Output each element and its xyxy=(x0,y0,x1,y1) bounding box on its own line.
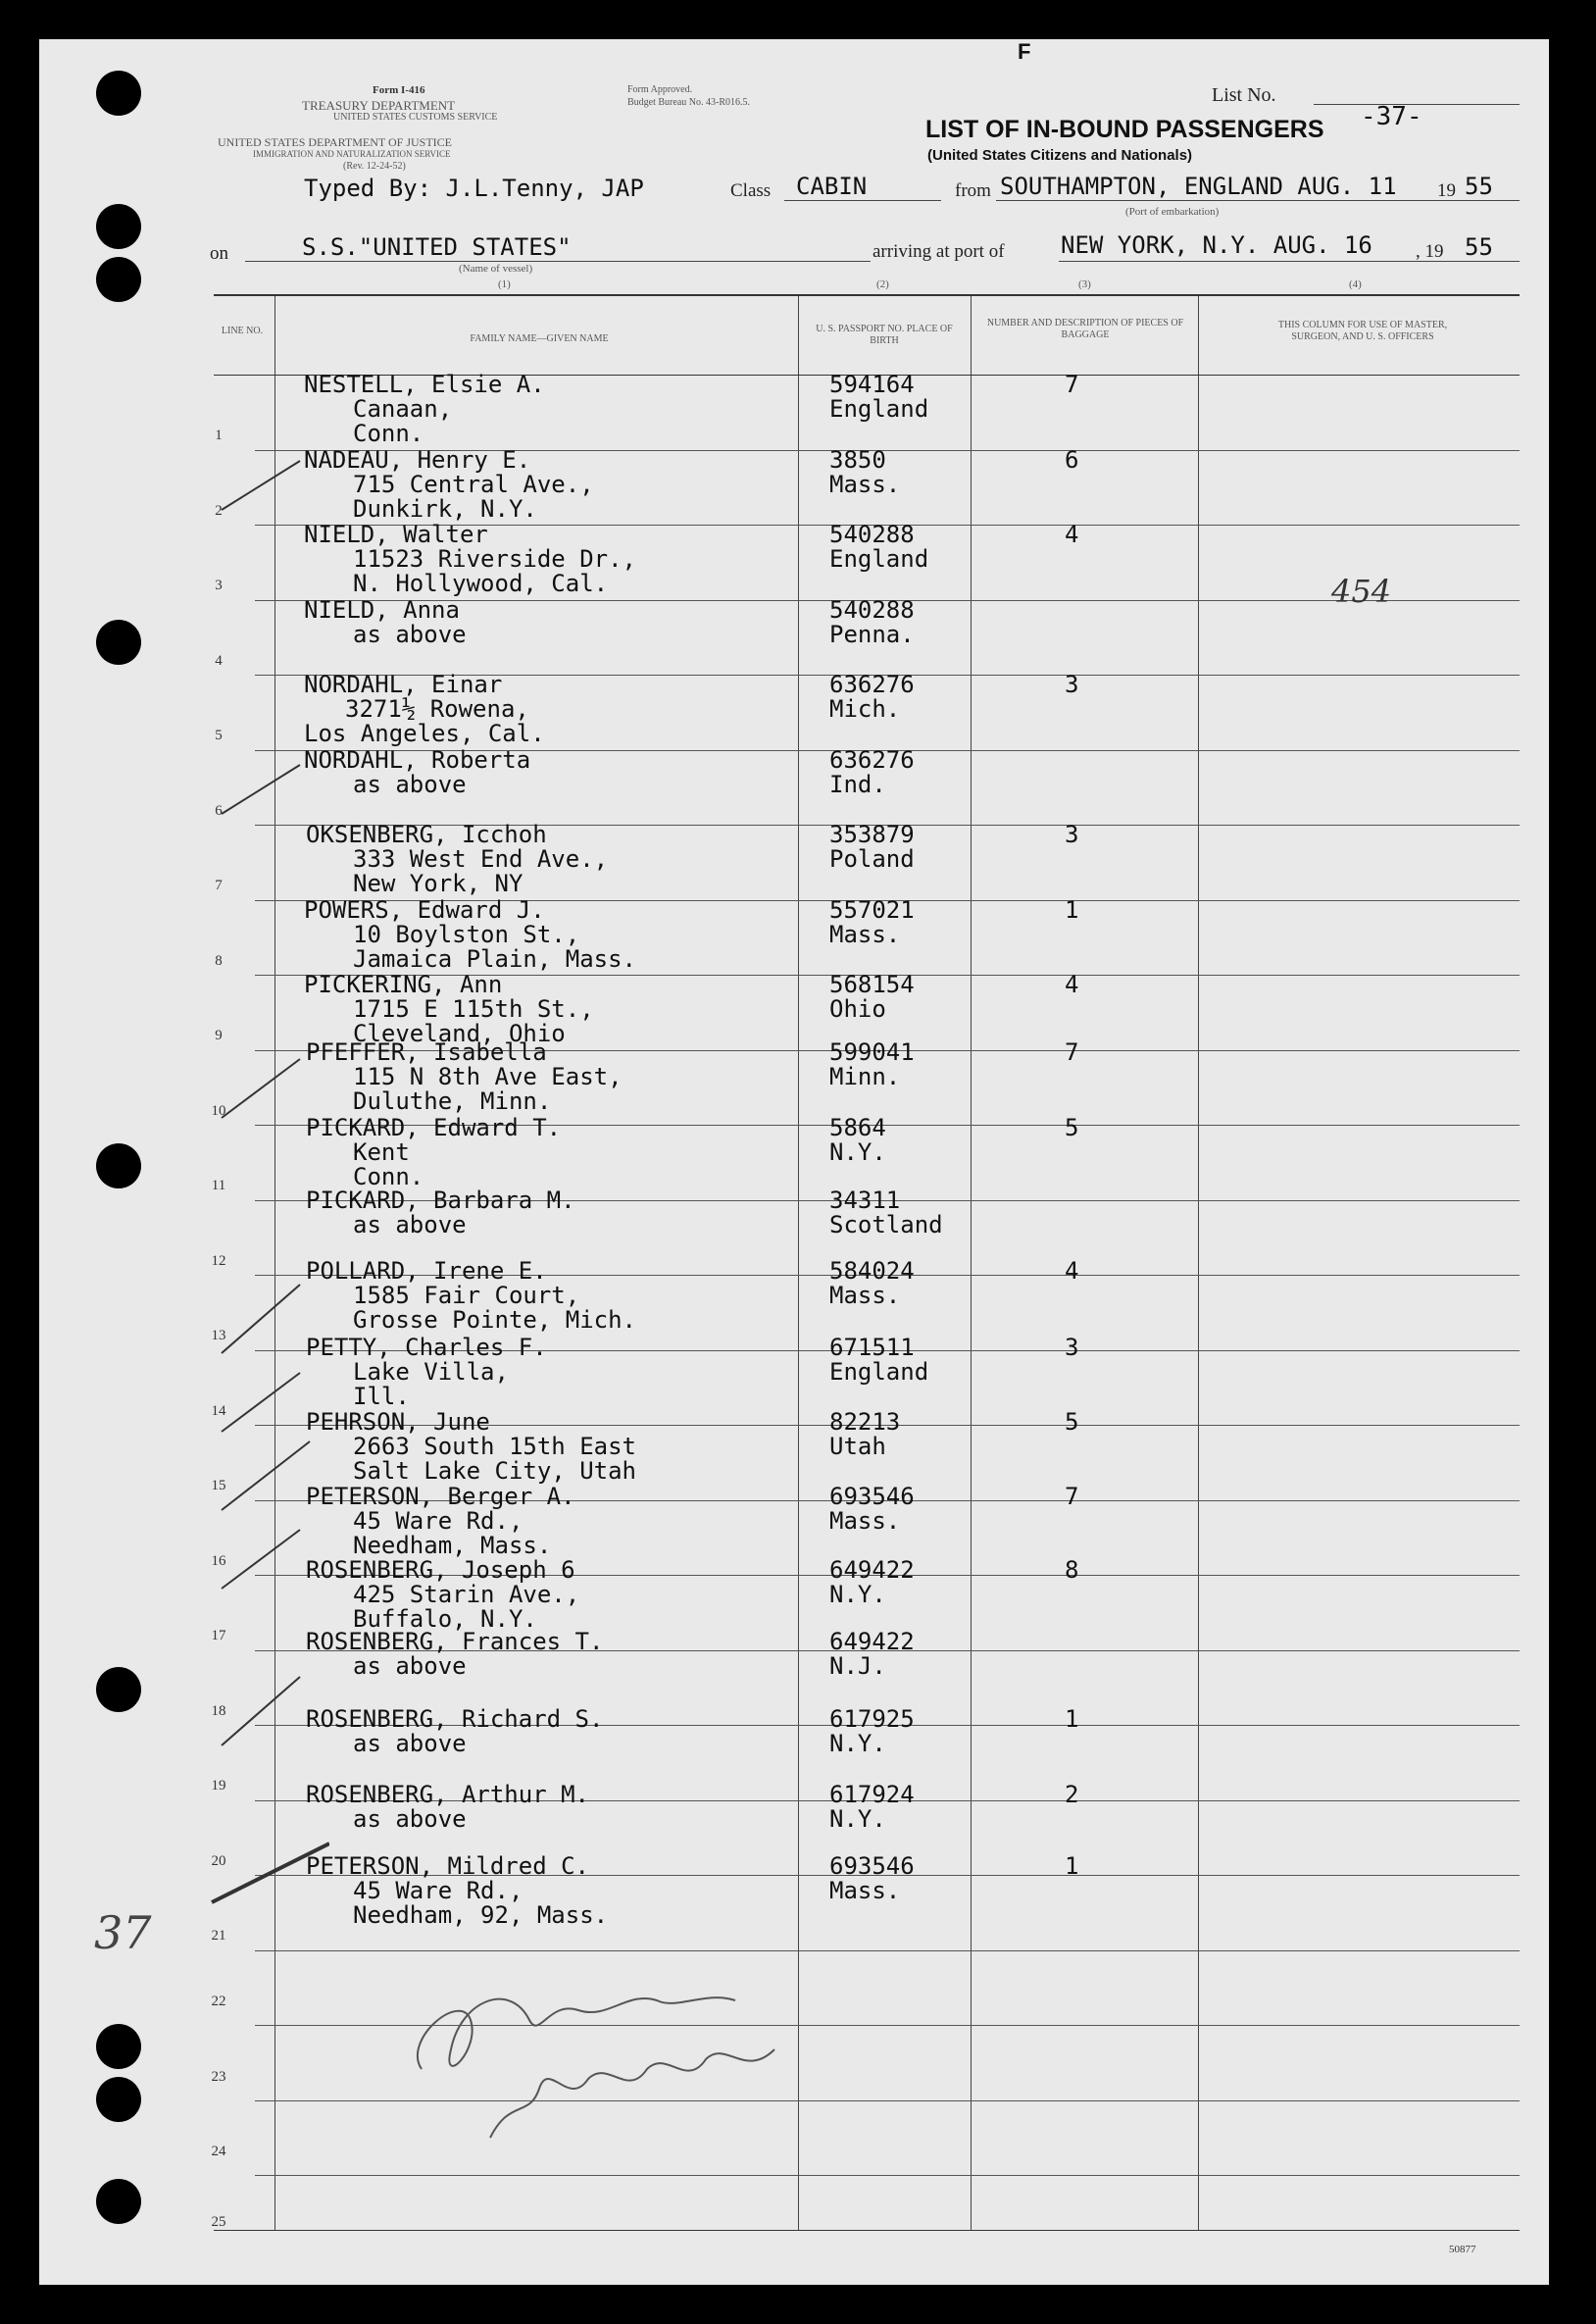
passenger-name: PICKERING, Ann xyxy=(304,971,503,998)
baggage-count: 3 xyxy=(1065,1334,1079,1361)
footer-form-code: 50877 xyxy=(1449,2244,1476,2255)
baggage-count: 4 xyxy=(1065,971,1079,998)
baggage-count: 4 xyxy=(1065,521,1079,548)
passenger-address-line2: Conn. xyxy=(353,420,424,447)
binder-hole xyxy=(96,620,141,665)
binder-hole xyxy=(96,2077,141,2122)
passport-block xyxy=(829,1410,900,1459)
budget-bureau: Budget Bureau No. 43-R016.5. xyxy=(627,97,750,108)
col-num-4: (4) xyxy=(1349,278,1362,290)
passport-block xyxy=(829,748,915,797)
passport-number: 636276 xyxy=(829,671,915,698)
passenger-address-line1: as above xyxy=(353,1211,467,1238)
place-of-birth: N.Y. xyxy=(829,1805,886,1833)
arriving-value: NEW YORK, N.Y. AUG. 16 xyxy=(1061,231,1372,259)
line-number: 12 xyxy=(211,1253,226,1269)
top-mark: F xyxy=(1018,39,1031,64)
baggage-count: 1 xyxy=(1065,896,1079,924)
row-divider xyxy=(255,2175,1520,2176)
binder-hole xyxy=(96,2024,141,2069)
place-of-birth: N.J. xyxy=(829,1652,886,1680)
line-number: 22 xyxy=(211,1994,226,2009)
passenger-name: ROSENBERG, Joseph 6 xyxy=(306,1556,575,1584)
passport-block xyxy=(829,448,900,497)
line-number: 20 xyxy=(211,1853,226,1869)
passport-number: 353879 xyxy=(829,821,915,848)
passenger-name-block xyxy=(304,673,545,746)
passenger-name-block xyxy=(306,1410,636,1484)
class-label: Class xyxy=(730,180,772,201)
col-header-officers: THIS COLUMN FOR USE OF MASTER, SURGEON, AND U. S. OFFICERS xyxy=(1277,320,1448,342)
passenger-name-block xyxy=(304,973,594,1046)
passport-number: 568154 xyxy=(829,971,915,998)
passenger-address-line1: as above xyxy=(353,621,467,648)
place-of-birth: Mich. xyxy=(829,695,901,723)
line-number: 14 xyxy=(211,1403,226,1419)
line-number: 18 xyxy=(211,1703,226,1719)
passenger-name-block xyxy=(306,1630,603,1679)
passenger-name-block xyxy=(306,1783,589,1832)
col-num-3: (3) xyxy=(1078,278,1091,290)
passenger-name: NORDAHL, Roberta xyxy=(304,746,531,774)
passenger-address-line1: 715 Central Ave., xyxy=(353,471,594,498)
passport-number: 540288 xyxy=(829,596,915,624)
passenger-name: PETTY, Charles F. xyxy=(306,1334,547,1361)
form-approved: Form Approved. xyxy=(627,84,693,95)
passenger-address-line2: Conn. xyxy=(353,1163,424,1190)
line-number: 23 xyxy=(211,2069,226,2085)
passport-block xyxy=(829,1485,915,1534)
line-number: 25 xyxy=(211,2214,226,2230)
table-top-rule xyxy=(214,294,1520,296)
passport-block xyxy=(829,373,928,422)
passenger-address-line2: Jamaica Plain, Mass. xyxy=(353,945,636,973)
line-number: 4 xyxy=(215,653,223,669)
class-underline xyxy=(784,200,941,201)
passport-block xyxy=(829,898,915,947)
place-of-birth: Penna. xyxy=(829,621,915,648)
passport-block xyxy=(829,1558,915,1607)
passport-block xyxy=(829,973,915,1022)
baggage-count: 6 xyxy=(1065,446,1079,474)
arriving-label: arriving at port of xyxy=(873,241,1005,262)
baggage-count: 1 xyxy=(1065,1705,1079,1733)
passenger-name: POWERS, Edward J. xyxy=(304,896,545,924)
place-of-birth: Scotland xyxy=(829,1211,943,1238)
passenger-name-block xyxy=(306,823,608,896)
passenger-name: PFEFFER, Isabella xyxy=(306,1038,547,1066)
table-bottom-rule xyxy=(214,2230,1520,2231)
on-label: on xyxy=(210,243,228,264)
passenger-name-block xyxy=(304,523,636,596)
passport-block xyxy=(829,1116,886,1165)
passenger-address-line2: Los Angeles, Cal. xyxy=(304,720,545,747)
passenger-name: NESTELL, Elsie A. xyxy=(304,371,545,398)
passport-number: 34311 xyxy=(829,1187,901,1214)
passport-block xyxy=(829,1854,915,1903)
baggage-count: 8 xyxy=(1065,1556,1079,1584)
passenger-name-block xyxy=(304,448,594,522)
passenger-address-line2: New York, NY xyxy=(353,870,524,897)
passenger-name: PEHRSON, June xyxy=(306,1408,490,1436)
passport-block xyxy=(829,1783,915,1832)
binder-hole xyxy=(96,1667,141,1712)
passenger-address-line1: 3271½ Rowena, xyxy=(345,695,529,723)
place-of-birth: N.Y. xyxy=(829,1581,886,1608)
baggage-count: 4 xyxy=(1065,1257,1079,1285)
passenger-address-line1: 115 N 8th Ave East, xyxy=(353,1063,623,1090)
passport-block xyxy=(829,523,928,572)
passenger-address-line2: Salt Lake City, Utah xyxy=(353,1457,636,1485)
line-number: 9 xyxy=(215,1028,223,1043)
passenger-name: PICKARD, Barbara M. xyxy=(306,1187,575,1214)
vessel-name: S.S."UNITED STATES" xyxy=(302,233,572,261)
passenger-address-line2: Buffalo, N.Y. xyxy=(353,1605,537,1633)
officer-handwritten-note: 454 xyxy=(1331,573,1392,610)
line-number: 8 xyxy=(215,953,223,969)
passenger-name: NIELD, Walter xyxy=(304,521,488,548)
col-divider xyxy=(1198,296,1199,2230)
place-of-birth: Ohio xyxy=(829,995,886,1023)
passenger-address-line2: Dunkirk, N.Y. xyxy=(353,495,537,523)
check-marks xyxy=(192,373,329,1942)
passenger-name: PETERSON, Mildred C. xyxy=(306,1852,589,1880)
line-number: 2 xyxy=(215,503,223,519)
immigration-service: IMMIGRATION AND NATURALIZATION SERVICE xyxy=(253,149,451,159)
place-of-birth: England xyxy=(829,1358,929,1386)
col-num-2: (2) xyxy=(876,278,889,290)
place-of-birth: Mass. xyxy=(829,1877,901,1904)
form-title: LIST OF IN-BOUND PASSENGERS xyxy=(925,116,1324,143)
passenger-address-line2: Ill. xyxy=(353,1383,410,1410)
passenger-name: NORDAHL, Einar xyxy=(304,671,503,698)
passenger-address-line2: Needham, Mass. xyxy=(353,1532,552,1559)
col-header-name: FAMILY NAME—GIVEN NAME xyxy=(470,333,609,344)
passport-block xyxy=(829,1630,915,1679)
col-header-line-no: LINE NO. xyxy=(221,326,264,336)
passport-number: 3850 xyxy=(829,446,886,474)
passport-block xyxy=(829,1040,915,1089)
col-divider xyxy=(971,296,972,2230)
row-divider xyxy=(255,1950,1520,1951)
passenger-name-block xyxy=(304,373,545,446)
place-of-birth: Mass. xyxy=(829,921,901,948)
passenger-address-line2: N. Hollywood, Cal. xyxy=(353,570,609,597)
passenger-address-line1: as above xyxy=(353,1805,467,1833)
baggage-count: 1 xyxy=(1065,1852,1079,1880)
passenger-name-block xyxy=(306,1116,561,1189)
passenger-name: PICKARD, Edward T. xyxy=(306,1114,562,1141)
passenger-address-line1: 10 Boylston St., xyxy=(353,921,580,948)
passenger-address-line2: Duluthe, Minn. xyxy=(353,1087,552,1115)
inspector-signature xyxy=(382,1961,892,2157)
place-of-birth: Mass. xyxy=(829,1507,901,1535)
line-number: 7 xyxy=(215,878,223,893)
passenger-name: NIELD, Anna xyxy=(304,596,460,624)
col-divider xyxy=(798,296,799,2230)
place-of-birth: N.Y. xyxy=(829,1138,886,1166)
passenger-address-line2: Cleveland, Ohio xyxy=(353,1020,566,1047)
col-header-passport: U. S. PASSPORT NO. PLACE OF BIRTH xyxy=(816,324,953,346)
passport-block xyxy=(829,1188,943,1238)
passenger-address-line2: Grosse Pointe, Mich. xyxy=(353,1306,636,1334)
passenger-name-block xyxy=(304,898,636,972)
binder-hole xyxy=(96,2179,141,2224)
class-value: CABIN xyxy=(796,173,868,200)
passenger-name-block xyxy=(304,748,530,797)
passenger-address-line1: 11523 Riverside Dr., xyxy=(353,545,636,573)
passport-block xyxy=(829,598,915,647)
line-number: 15 xyxy=(211,1478,226,1493)
place-of-birth: Poland xyxy=(829,845,915,873)
passport-number: 693546 xyxy=(829,1483,915,1510)
passenger-name-block xyxy=(306,1707,603,1756)
col-num-1: (1) xyxy=(498,278,511,290)
passenger-address-line1: Canaan, xyxy=(353,395,453,423)
line-number: 16 xyxy=(211,1553,226,1569)
place-of-birth: Mass. xyxy=(829,471,901,498)
vessel-underline xyxy=(245,261,871,262)
passport-block xyxy=(829,823,915,872)
passport-number: 599041 xyxy=(829,1038,915,1066)
place-of-birth: N.Y. xyxy=(829,1730,886,1757)
passport-number: 693546 xyxy=(829,1852,915,1880)
form-revision: (Rev. 12-24-52) xyxy=(343,161,406,172)
list-no-label: List No. xyxy=(1212,84,1276,106)
passenger-name: POLLARD, Irene E. xyxy=(306,1257,547,1285)
passenger-address-line1: 1585 Fair Court, xyxy=(353,1282,580,1309)
line-number: 21 xyxy=(211,1928,226,1944)
baggage-count: 3 xyxy=(1065,671,1079,698)
line-number: 6 xyxy=(215,803,223,819)
passport-number: 617924 xyxy=(829,1781,915,1808)
line-number: 11 xyxy=(211,1178,226,1193)
typed-by: Typed By: J.L.Tenny, JAP xyxy=(304,175,644,202)
passport-number: 594164 xyxy=(829,371,915,398)
place-of-birth: England xyxy=(829,545,929,573)
baggage-count: 2 xyxy=(1065,1781,1079,1808)
baggage-count: 7 xyxy=(1065,1483,1079,1510)
passenger-name-block xyxy=(306,1259,636,1333)
arriving-underline xyxy=(1059,261,1520,262)
place-of-birth: England xyxy=(829,395,929,423)
passenger-address-line2: Needham, 92, Mass. xyxy=(353,1901,609,1929)
passenger-name: ROSENBERG, Arthur M. xyxy=(306,1781,589,1808)
passenger-address-line1: Lake Villa, xyxy=(353,1358,509,1386)
place-of-birth: Mass. xyxy=(829,1282,901,1309)
place-of-birth: Utah xyxy=(829,1433,886,1460)
baggage-count: 7 xyxy=(1065,371,1079,398)
customs-service: UNITED STATES CUSTOMS SERVICE xyxy=(333,112,498,123)
passport-number: 671511 xyxy=(829,1334,915,1361)
place-of-birth: Ind. xyxy=(829,771,886,798)
line-number: 10 xyxy=(211,1103,226,1119)
passenger-name: OKSENBERG, Icchoh xyxy=(306,821,547,848)
line-number: 1 xyxy=(215,428,223,443)
binder-hole xyxy=(96,204,141,249)
arriving-year: 55 xyxy=(1465,233,1493,261)
binder-hole xyxy=(96,257,141,302)
arriving-year-prefix: , 19 xyxy=(1416,241,1444,262)
passenger-address-line1: 2663 South 15th East xyxy=(353,1433,636,1460)
line-number: 5 xyxy=(215,728,223,743)
passenger-name-block xyxy=(306,1558,579,1632)
passenger-address-line1: Kent xyxy=(353,1138,410,1166)
passenger-name-block xyxy=(306,1336,547,1409)
passport-number: 82213 xyxy=(829,1408,901,1436)
baggage-count: 5 xyxy=(1065,1114,1079,1141)
passenger-name: ROSENBERG, Frances T. xyxy=(306,1628,604,1655)
line-number: 19 xyxy=(211,1778,226,1794)
passenger-address-line1: as above xyxy=(353,771,467,798)
passport-block xyxy=(829,1707,915,1756)
list-no-value: -37- xyxy=(1361,102,1422,131)
margin-handwritten-number: 37 xyxy=(94,1906,152,1959)
from-value: SOUTHAMPTON, ENGLAND AUG. 11 xyxy=(1000,173,1397,200)
baggage-count: 7 xyxy=(1065,1038,1079,1066)
passenger-address-line1: as above xyxy=(353,1652,467,1680)
passport-block xyxy=(829,1259,915,1308)
passenger-address-line1: as above xyxy=(353,1730,467,1757)
baggage-count: 5 xyxy=(1065,1408,1079,1436)
passenger-name: NADEAU, Henry E. xyxy=(304,446,531,474)
line-number: 17 xyxy=(211,1628,226,1643)
passport-number: 649422 xyxy=(829,1556,915,1584)
passport-number: 649422 xyxy=(829,1628,915,1655)
baggage-count: 3 xyxy=(1065,821,1079,848)
passenger-address-line1: 425 Starin Ave., xyxy=(353,1581,580,1608)
passenger-name-block xyxy=(306,1040,623,1114)
from-year: 55 xyxy=(1465,173,1493,200)
treasury-dept: TREASURY DEPARTMENT xyxy=(302,98,456,113)
line-number: 24 xyxy=(211,2144,226,2159)
passenger-name: PETERSON, Berger A. xyxy=(306,1483,575,1510)
col-header-baggage: NUMBER AND DESCRIPTION OF PIECES OF BAGGAGE xyxy=(986,318,1184,340)
binder-hole xyxy=(96,71,141,116)
passenger-address-line1: 333 West End Ave., xyxy=(353,845,609,873)
vessel-label: (Name of vessel) xyxy=(459,263,533,275)
port-embark-label: (Port of embarkation) xyxy=(1125,206,1220,218)
form-subtitle: (United States Citizens and Nationals) xyxy=(927,147,1193,164)
line-number: 3 xyxy=(215,578,223,593)
passport-number: 5864 xyxy=(829,1114,886,1141)
line-number: 13 xyxy=(211,1328,226,1343)
justice-dept: UNITED STATES DEPARTMENT OF JUSTICE xyxy=(218,135,453,149)
passenger-address-line1: 45 Ware Rd., xyxy=(353,1877,524,1904)
passport-number: 617925 xyxy=(829,1705,915,1733)
passenger-name: ROSENBERG, Richard S. xyxy=(306,1705,604,1733)
from-year-prefix: 19 xyxy=(1437,180,1456,201)
passport-block xyxy=(829,673,915,722)
place-of-birth: Minn. xyxy=(829,1063,901,1090)
passport-number: 584024 xyxy=(829,1257,915,1285)
binder-hole xyxy=(96,1143,141,1188)
passenger-name-block xyxy=(306,1188,575,1238)
passport-number: 540288 xyxy=(829,521,915,548)
passenger-name-block xyxy=(306,1485,575,1558)
passenger-name-block xyxy=(306,1854,608,1928)
passport-block xyxy=(829,1336,928,1385)
form-number: Form I-416 xyxy=(373,84,425,96)
passenger-address-line1: 45 Ware Rd., xyxy=(353,1507,524,1535)
passport-number: 557021 xyxy=(829,896,915,924)
from-label: from xyxy=(955,180,991,201)
passenger-address-line1: 1715 E 115th St., xyxy=(353,995,594,1023)
passport-number: 636276 xyxy=(829,746,915,774)
